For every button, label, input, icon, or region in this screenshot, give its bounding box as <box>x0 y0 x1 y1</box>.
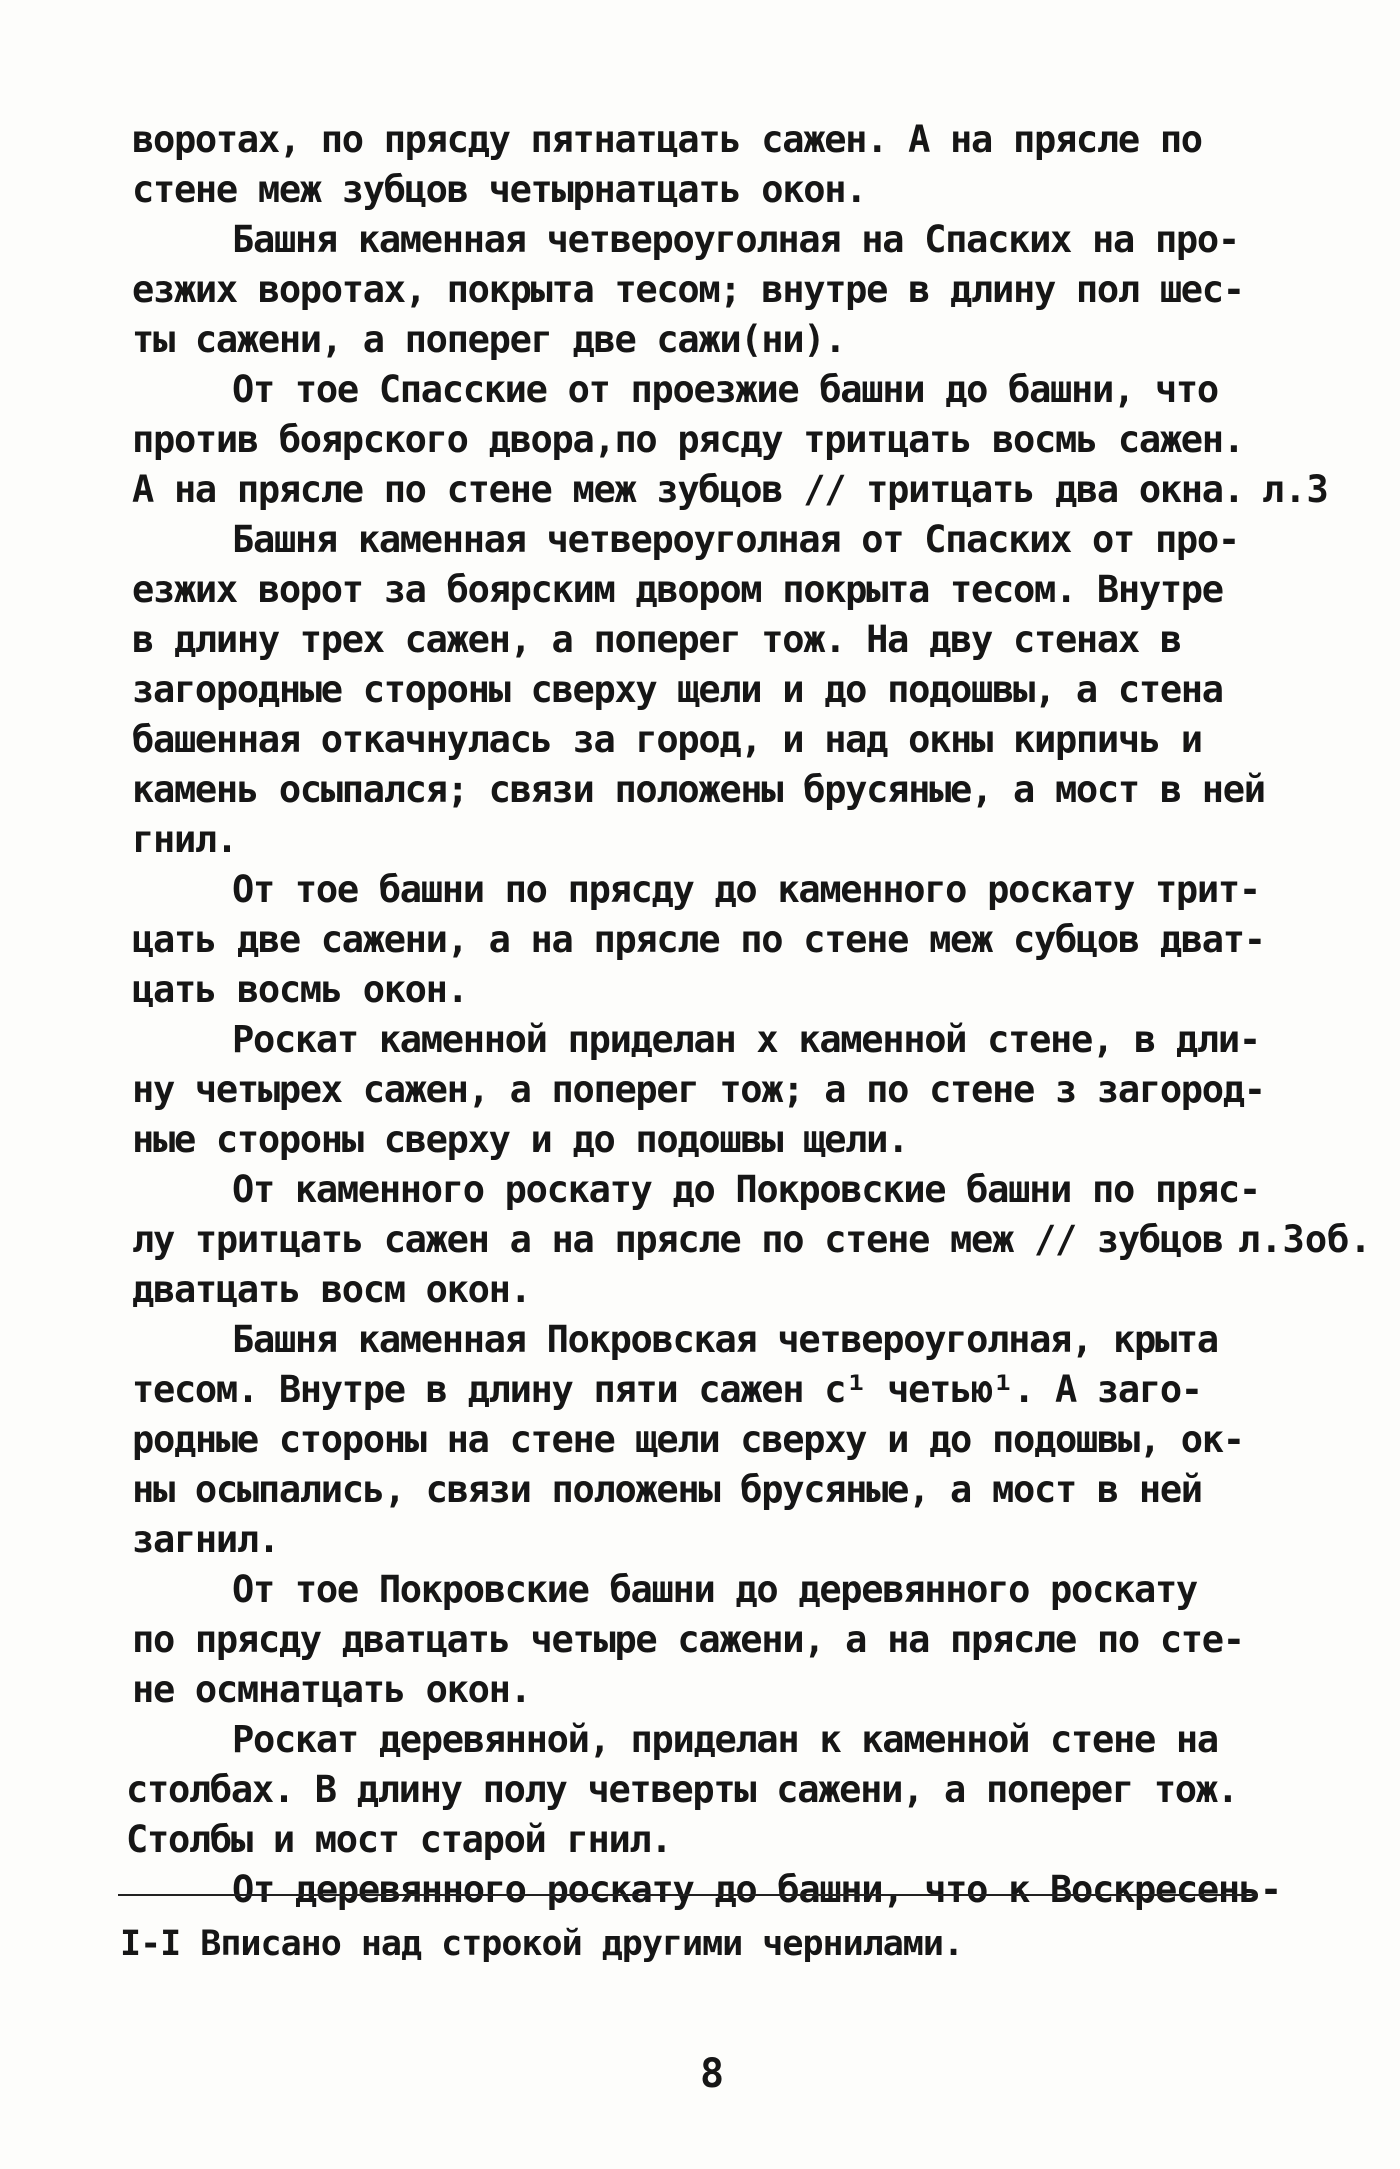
text-line: воротах, по прясду пятнатцать сажен. А на прясле по <box>132 118 1202 161</box>
footnote-divider <box>118 1894 1258 1896</box>
text-line: Роскат каменной приделан х каменной стене, в дли- <box>232 1018 1260 1061</box>
margin-sheet-note: л.3 <box>1262 468 1329 511</box>
text-line: От каменного роскату до Покровские башни по пряс- <box>232 1168 1260 1211</box>
footnote: I-I Вписано над строкой другими чернилами. <box>120 1924 964 1964</box>
text-line: цать две сажени, а на прясле по стене меж субцов дват- <box>132 918 1265 961</box>
text-line: Башня каменная четвероуголная от Спаских от про- <box>232 518 1239 561</box>
text-line: Башня каменная четвероуголная на Спаских на про- <box>232 218 1239 261</box>
text-line: по прясду дватцать четыре сажени, а на прясле по сте- <box>132 1618 1244 1661</box>
text-line: От деревянного роскату до башни, что к Воскресень- <box>232 1868 1281 1911</box>
text-line: езжих воротах, покрыта тесом; внутре в длину пол шес- <box>132 268 1244 311</box>
text-line: гнил. <box>132 818 237 861</box>
text-line: езжих ворот за боярским двором покрыта тесом. Внутре <box>132 568 1223 611</box>
text-line: загнил. <box>132 1518 279 1561</box>
text-line: ные стороны сверху и до подошвы щели. <box>132 1118 909 1161</box>
text-line: От тое Покровские башни до деревянного роскату <box>232 1568 1197 1611</box>
text-line: не осмнатцать окон. <box>132 1668 531 1711</box>
text-line: От тое Спасские от проезжие башни до башни, что <box>232 368 1218 411</box>
text-line: камень осыпался; связи положены брусяные, а мост в ней <box>132 768 1265 811</box>
text-line: От тое башни по прясду до каменного роскату трит- <box>232 868 1260 911</box>
text-line: Столбы и мост старой гнил. <box>126 1818 672 1861</box>
text-line: столбах. В длину полу четверты сажени, а поперег тож. <box>126 1768 1238 1811</box>
text-line: цать восмь окон. <box>132 968 468 1011</box>
text-line: стене меж зубцов четырнатцать окон. <box>132 168 867 211</box>
text-line: против боярского двора,по рясду тритцать восмь сажен. <box>132 418 1244 461</box>
text-line: ны осыпались, связи положены брусяные, а мост в ней <box>132 1468 1202 1511</box>
text-line: загородные стороны сверху щели и до подошвы, а стена <box>132 668 1223 711</box>
margin-sheet-note: л.3об. <box>1238 1218 1372 1261</box>
text-line: Роскат деревянной, приделан к каменной стене на <box>232 1718 1218 1761</box>
text-line: родные стороны на стене щели сверху и до подошвы, ок- <box>132 1418 1244 1461</box>
page-number: 8 <box>700 2051 725 2097</box>
text-line: башенная откачнулась за город, и над окны кирпичь и <box>132 718 1202 761</box>
text-line: в длину трех сажен, а поперег тож. На дву стенах в <box>132 618 1181 661</box>
text-line: тесом. Внутре в длину пяти сажен с¹ четью¹. А заго- <box>132 1368 1202 1411</box>
text-line: Башня каменная Покровская четвероуголная, крыта <box>232 1318 1218 1361</box>
text-line: А на прясле по стене меж зубцов // тритцать два окна. <box>132 468 1244 511</box>
text-line: ну четырех сажен, а поперег тож; а по стене з загород- <box>132 1068 1265 1111</box>
text-line: дватцать восм окон. <box>132 1268 531 1311</box>
text-line: лу тритцать сажен а на прясле по стене меж // зубцов <box>132 1218 1223 1261</box>
text-line: ты сажени, а поперег две сажи(ни). <box>132 318 846 361</box>
